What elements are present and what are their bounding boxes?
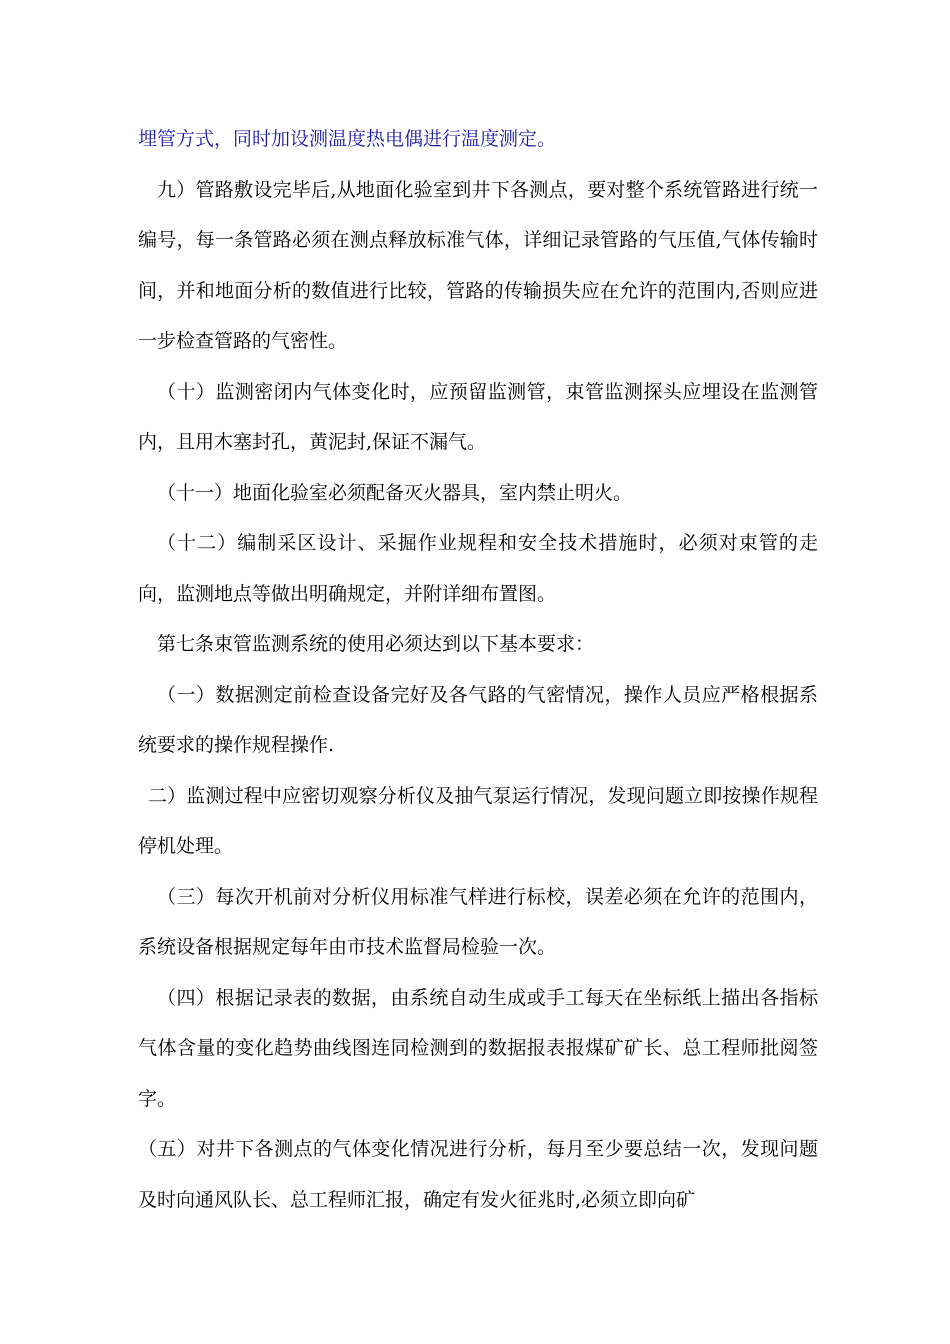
paragraph-item-12: （十二）编制采区设计、采掘作业规程和安全技术措施时，必须对束管的走向，监测地点等做出明确规定，并附详细布置图。 [138, 532, 818, 605]
paragraph-item-10: （十）监测密闭内气体变化时，应预留监测管，束管监测探头应埋设在监测管内，且用木塞封孔，黄泥封,保证不漏气。 [138, 380, 818, 453]
document-body [138, 114, 818, 1225]
paragraph-req-4: （四）根据记录表的数据，由系统自动生成或手工每天在坐标纸上描出各指标气体含量的变化趋势曲线图连同检测到的数据报表报煤矿矿长、总工程师批阅签字。 [138, 986, 818, 1110]
paragraph-req-2: 二）监测过程中应密切观察分析仪及抽气泵运行情况，发现问题立即按操作规程停机处理。 [138, 784, 818, 857]
paragraph-item-11: （十一）地面化验室必须配备灭火器具，室内禁止明火。 [157, 481, 633, 504]
paragraph-article-7: 第七条束管监测系统的使用必须达到以下基本要求： [157, 633, 595, 655]
paragraph-req-5: （五）对井下各测点的气体变化情况进行分析，每月至少要总结一次，发现问题及时向通风队长、总工程师汇报，确定有发火征兆时,必须立即向矿 [138, 1138, 818, 1211]
paragraph-req-1: （一）数据测定前检查设备完好及各气路的气密情况，操作人员应严格根据系统要求的操作规程操作. [138, 683, 818, 756]
paragraph-req-3: （三）每次开机前对分析仪用标准气样进行标校，误差必须在允许的范围内，系统设备根据规定每年由市技术监督局检验一次。 [138, 885, 818, 958]
paragraph-continuation: 埋管方式，同时加设测温度热电偶进行温度测定。 [138, 128, 557, 150]
paragraph-item-9: 九）管路敷设完毕后,从地面化验室到井下各测点，要对整个系统管路进行统一编号，每一条管路必须在测点释放标准气体，详细记录管路的气压值,气体传输时间，并和地面分析的数值进行比较，管路的传输损失应在允许的范围内,否则应进一步检查管路的气密性。 [138, 178, 818, 352]
